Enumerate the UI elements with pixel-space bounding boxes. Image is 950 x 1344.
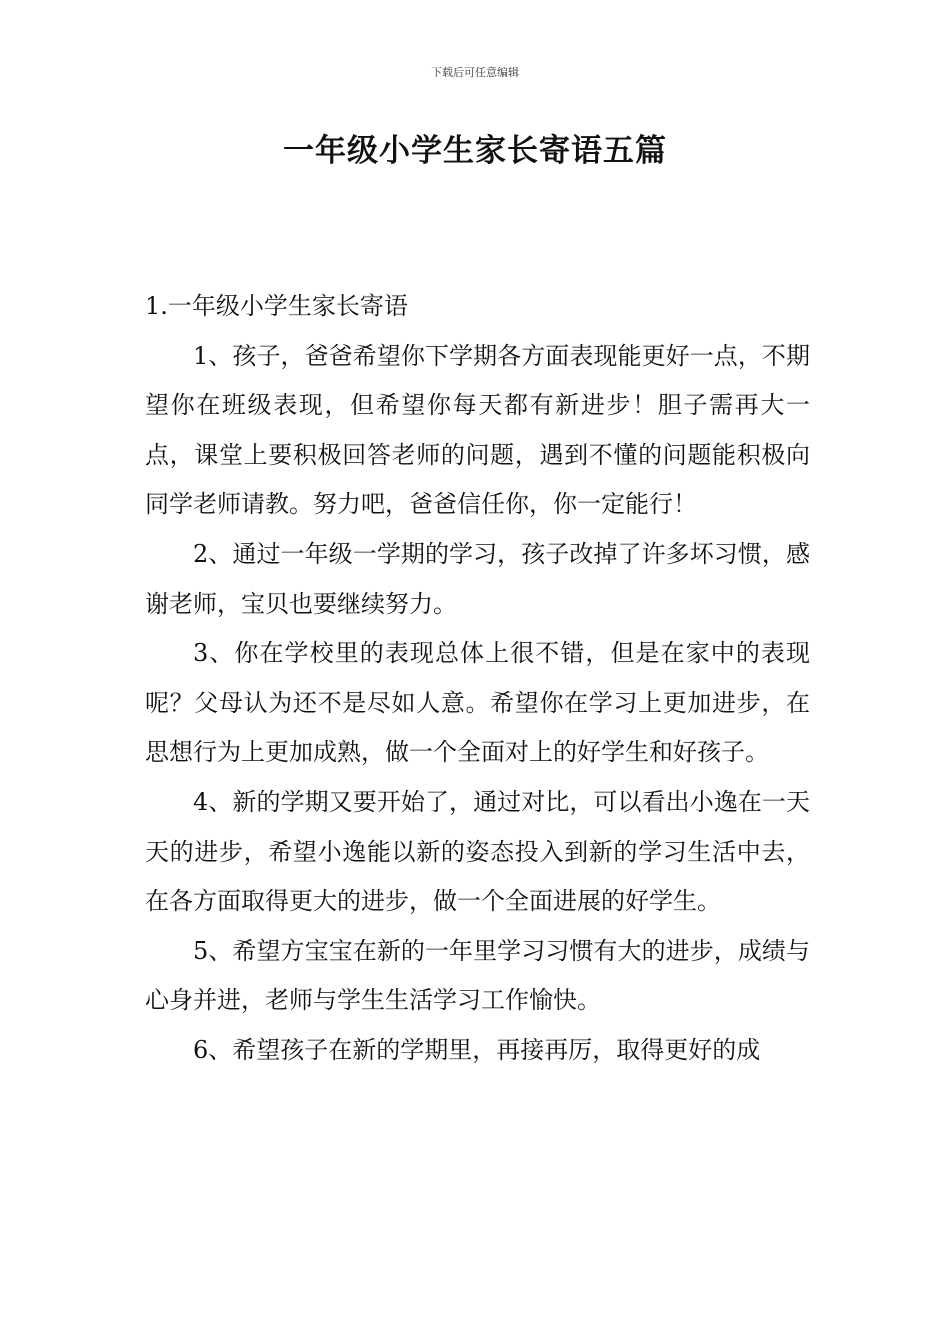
paragraph-3: 3、你在学校里的表现总体上很不错，但是在家中的表现呢？父母认为还不是尽如人意。希望你在学习上更加进步，在思想行为上更加成熟，做一个全面对上的好学生和好孩子。 bbox=[145, 639, 810, 767]
paragraph-5: 5、希望方宝宝在新的一年里学习习惯有大的进步，成绩与心身并进，老师与学生生活学习工作愉快。 bbox=[145, 936, 810, 1015]
paragraph-2: 2、通过一年级一学期的学习，孩子改掉了许多坏习惯，感谢老师，宝贝也要继续努力。 bbox=[145, 539, 810, 618]
section-heading: 1.一年级小学生家长寄语 bbox=[145, 292, 408, 320]
header-note: 下载后可任意编辑 bbox=[431, 66, 519, 79]
page-title: 一年级小学生家长寄语五篇 bbox=[283, 133, 667, 169]
paragraph-1: 1、孩子，爸爸希望你下学期各方面表现能更好一点，不期望你在班级表现，但希望你每天都有新进步！胆子需再大一点，课堂上要积极回答老师的问题，遇到不懂的问题能积极向同学老师请教。努力吧，爸爸信任你，你一定能行！ bbox=[145, 341, 810, 519]
paragraph-4: 4、新的学期又要开始了，通过对比，可以看出小逸在一天天的进步，希望小逸能以新的姿态投入到新的学习生活中去，在各方面取得更大的进步，做一个全面进展的好学生。 bbox=[145, 787, 810, 916]
paragraph-6: 6、希望孩子在新的学期里，再接再厉，取得更好的成 bbox=[193, 1035, 761, 1064]
document-body bbox=[145, 282, 810, 1076]
